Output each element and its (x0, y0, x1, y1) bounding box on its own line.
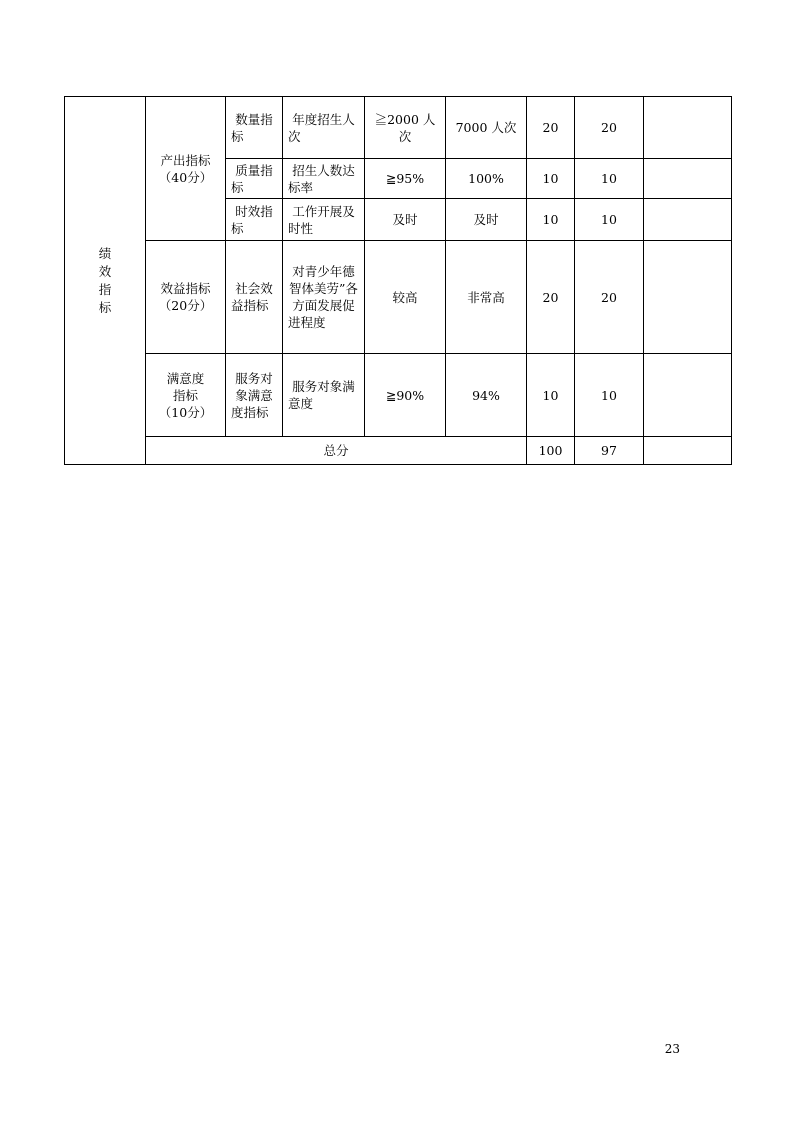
indicator-item: 年度招生人次 (283, 97, 365, 159)
actual-value: 非常高 (446, 241, 527, 354)
weight-value: 20 (527, 241, 575, 354)
sub-indicator: 质量指标 (226, 159, 283, 199)
table-row (65, 241, 732, 354)
actual-value: 7000 人次 (446, 97, 527, 159)
score-value: 10 (575, 354, 644, 437)
table-row (65, 97, 732, 159)
target-value: ≧90% (365, 354, 446, 437)
note-cell (644, 97, 732, 159)
table-row (65, 354, 732, 437)
indicator-item: 招生人数达标率 (283, 159, 365, 199)
note-cell (644, 354, 732, 437)
performance-table (64, 96, 732, 465)
group-label-cell (65, 97, 146, 465)
score-value: 10 (575, 159, 644, 199)
sub-indicator: 数量指标 (226, 97, 283, 159)
score-value: 20 (575, 97, 644, 159)
actual-value: 及时 (446, 199, 527, 241)
sub-indicator: 时效指标 (226, 199, 283, 241)
score-value: 20 (575, 241, 644, 354)
target-value: ≧2000 人次 (365, 97, 446, 159)
weight-value: 20 (527, 97, 575, 159)
actual-value: 94% (446, 354, 527, 437)
total-note (644, 437, 732, 465)
note-cell (644, 159, 732, 199)
weight-value: 10 (527, 354, 575, 437)
total-score: 97 (575, 437, 644, 465)
note-cell (644, 199, 732, 241)
indicator-item: 工作开展及时性 (283, 199, 365, 241)
weight-value: 10 (527, 159, 575, 199)
weight-value: 10 (527, 199, 575, 241)
note-cell (644, 241, 732, 354)
page-number: 23 (664, 1042, 680, 1056)
actual-value: 100% (446, 159, 527, 199)
target-value: 及时 (365, 199, 446, 241)
sub-indicator: 社会效益指标 (226, 241, 283, 354)
target-value: 较高 (365, 241, 446, 354)
total-label: 总分 (146, 437, 527, 465)
indicator-item: 服务对象满意度 (283, 354, 365, 437)
total-weight: 100 (527, 437, 575, 465)
total-row (65, 437, 732, 465)
group-label: 绩效指标 (98, 245, 112, 315)
section-label: 产出指标 （40分） (146, 97, 226, 241)
indicator-item: 对青少年德智体美劳”各方面发展促进程度 (283, 241, 365, 354)
section-label: 效益指标 （20分） (146, 241, 226, 354)
section-label: 满意度 指标 （10分） (146, 354, 226, 437)
sub-indicator: 服务对象满意度指标 (226, 354, 283, 437)
score-value: 10 (575, 199, 644, 241)
target-value: ≧95% (365, 159, 446, 199)
